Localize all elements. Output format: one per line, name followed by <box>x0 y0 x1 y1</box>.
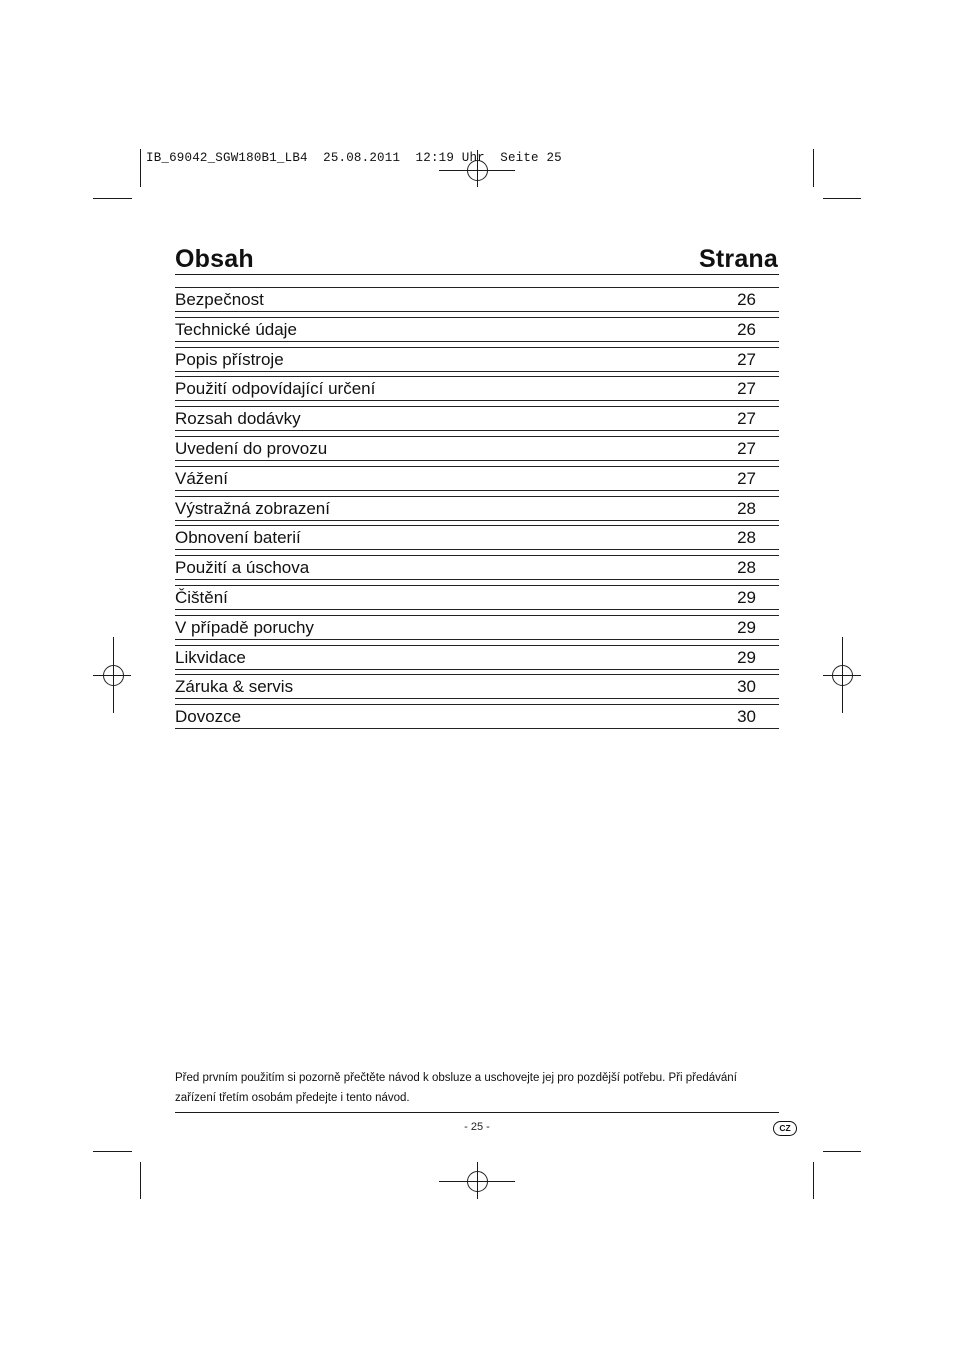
language-badge: CZ <box>773 1121 797 1136</box>
toc-item-title: Uvedení do provozu <box>175 438 328 458</box>
toc-item-page: 29 <box>737 587 756 607</box>
toc-rule-top <box>175 317 779 318</box>
toc-rule-top <box>175 347 779 348</box>
toc-rule-top <box>175 287 779 288</box>
heading-rule <box>175 274 779 275</box>
toc-item-page: 27 <box>737 349 756 369</box>
toc-item-title: Likvidace <box>175 647 246 667</box>
page-number: - 25 - <box>464 1121 490 1133</box>
toc-item <box>175 525 779 555</box>
toc-item-title: Popis přístroje <box>175 349 284 369</box>
toc-item-title: Čištění <box>175 587 228 607</box>
toc-item-title: Použití odpovídající určení <box>175 379 376 399</box>
toc-rule-bottom <box>175 311 779 312</box>
toc-heading-title: Obsah <box>175 245 254 273</box>
toc-rule-bottom <box>175 579 779 580</box>
toc-item <box>175 287 779 317</box>
toc-item-page: 28 <box>737 558 756 578</box>
toc-item-title: Záruka & servis <box>175 677 294 697</box>
toc-item-page: 26 <box>737 290 756 309</box>
toc-item <box>175 376 779 406</box>
toc-item-page: 26 <box>737 319 756 339</box>
toc-item-page: 27 <box>737 438 756 458</box>
toc-rule-bottom <box>175 460 779 461</box>
toc-rule-bottom <box>175 490 779 491</box>
toc-rule-bottom <box>175 609 779 610</box>
toc-item-title: Bezpečnost <box>175 290 264 309</box>
toc-rule-bottom <box>175 520 779 521</box>
toc-item-title: Rozsah dodávky <box>175 409 301 429</box>
toc-item <box>175 555 779 585</box>
toc-rule-bottom <box>175 341 779 342</box>
toc-heading-page: Strana <box>698 245 778 273</box>
toc-item <box>175 674 779 704</box>
toc-item-page: 27 <box>737 468 756 488</box>
toc-rule-bottom <box>175 639 779 640</box>
footer-note: Před prvním použitím si pozorně přečtěte návod k obsluze a uschovejte jej pro pozdější potřebu. Při předávání zařízení třetím osobám předejte i tento návod. <box>175 1072 737 1104</box>
toc-rule-top <box>175 436 779 437</box>
toc-item-page: 30 <box>737 677 756 697</box>
toc-item <box>175 406 779 436</box>
toc-item <box>175 347 779 377</box>
toc-rule-top <box>175 674 779 675</box>
toc-rule-bottom <box>175 728 779 729</box>
toc-rule-top <box>175 645 779 646</box>
toc-rule-top <box>175 466 779 467</box>
toc-rule-top <box>175 585 779 586</box>
toc-rule-top <box>175 525 779 526</box>
toc-item-title: Vážení <box>175 468 228 488</box>
toc-rule-bottom <box>175 669 779 670</box>
toc-item <box>175 317 779 347</box>
footer-rule <box>175 1112 779 1113</box>
toc-rule-top <box>175 376 779 377</box>
toc-rule-bottom <box>175 371 779 372</box>
toc-rule-top <box>175 555 779 556</box>
toc-item-page: 29 <box>737 617 756 637</box>
toc-item <box>175 704 779 734</box>
toc-rule-bottom <box>175 400 779 401</box>
toc-item-page: 27 <box>737 379 756 399</box>
toc-item-title: Obnovení baterií <box>175 528 301 548</box>
toc-item-title: Výstražná zobrazení <box>175 498 330 518</box>
toc-rule-top <box>175 406 779 407</box>
toc-item <box>175 645 779 675</box>
toc-item-page: 27 <box>737 409 756 429</box>
toc-item-title: Technické údaje <box>175 319 297 339</box>
toc-item <box>175 585 779 615</box>
toc-item <box>175 436 779 466</box>
toc-item <box>175 615 779 645</box>
toc-item-page: 29 <box>737 647 756 667</box>
toc-rule-bottom <box>175 549 779 550</box>
toc-item-page: 28 <box>737 528 756 548</box>
toc-item-page: 28 <box>737 498 756 518</box>
toc-item-page: 30 <box>737 707 756 727</box>
print-header: IB_69042_SGW180B1_LB4 25.08.2011 12:19 Uhr Seite 25 <box>146 151 562 165</box>
toc-item-title: Dovozce <box>175 707 242 727</box>
toc-item <box>175 496 779 526</box>
toc-rule-bottom <box>175 698 779 699</box>
toc-rule-bottom <box>175 430 779 431</box>
toc-item-title: Použití a úschova <box>175 558 310 578</box>
table-of-contents <box>175 287 779 734</box>
toc-rule-top <box>175 615 779 616</box>
toc-rule-top <box>175 704 779 705</box>
toc-item <box>175 466 779 496</box>
toc-rule-top <box>175 496 779 497</box>
toc-item-title: V případě poruchy <box>175 617 314 637</box>
